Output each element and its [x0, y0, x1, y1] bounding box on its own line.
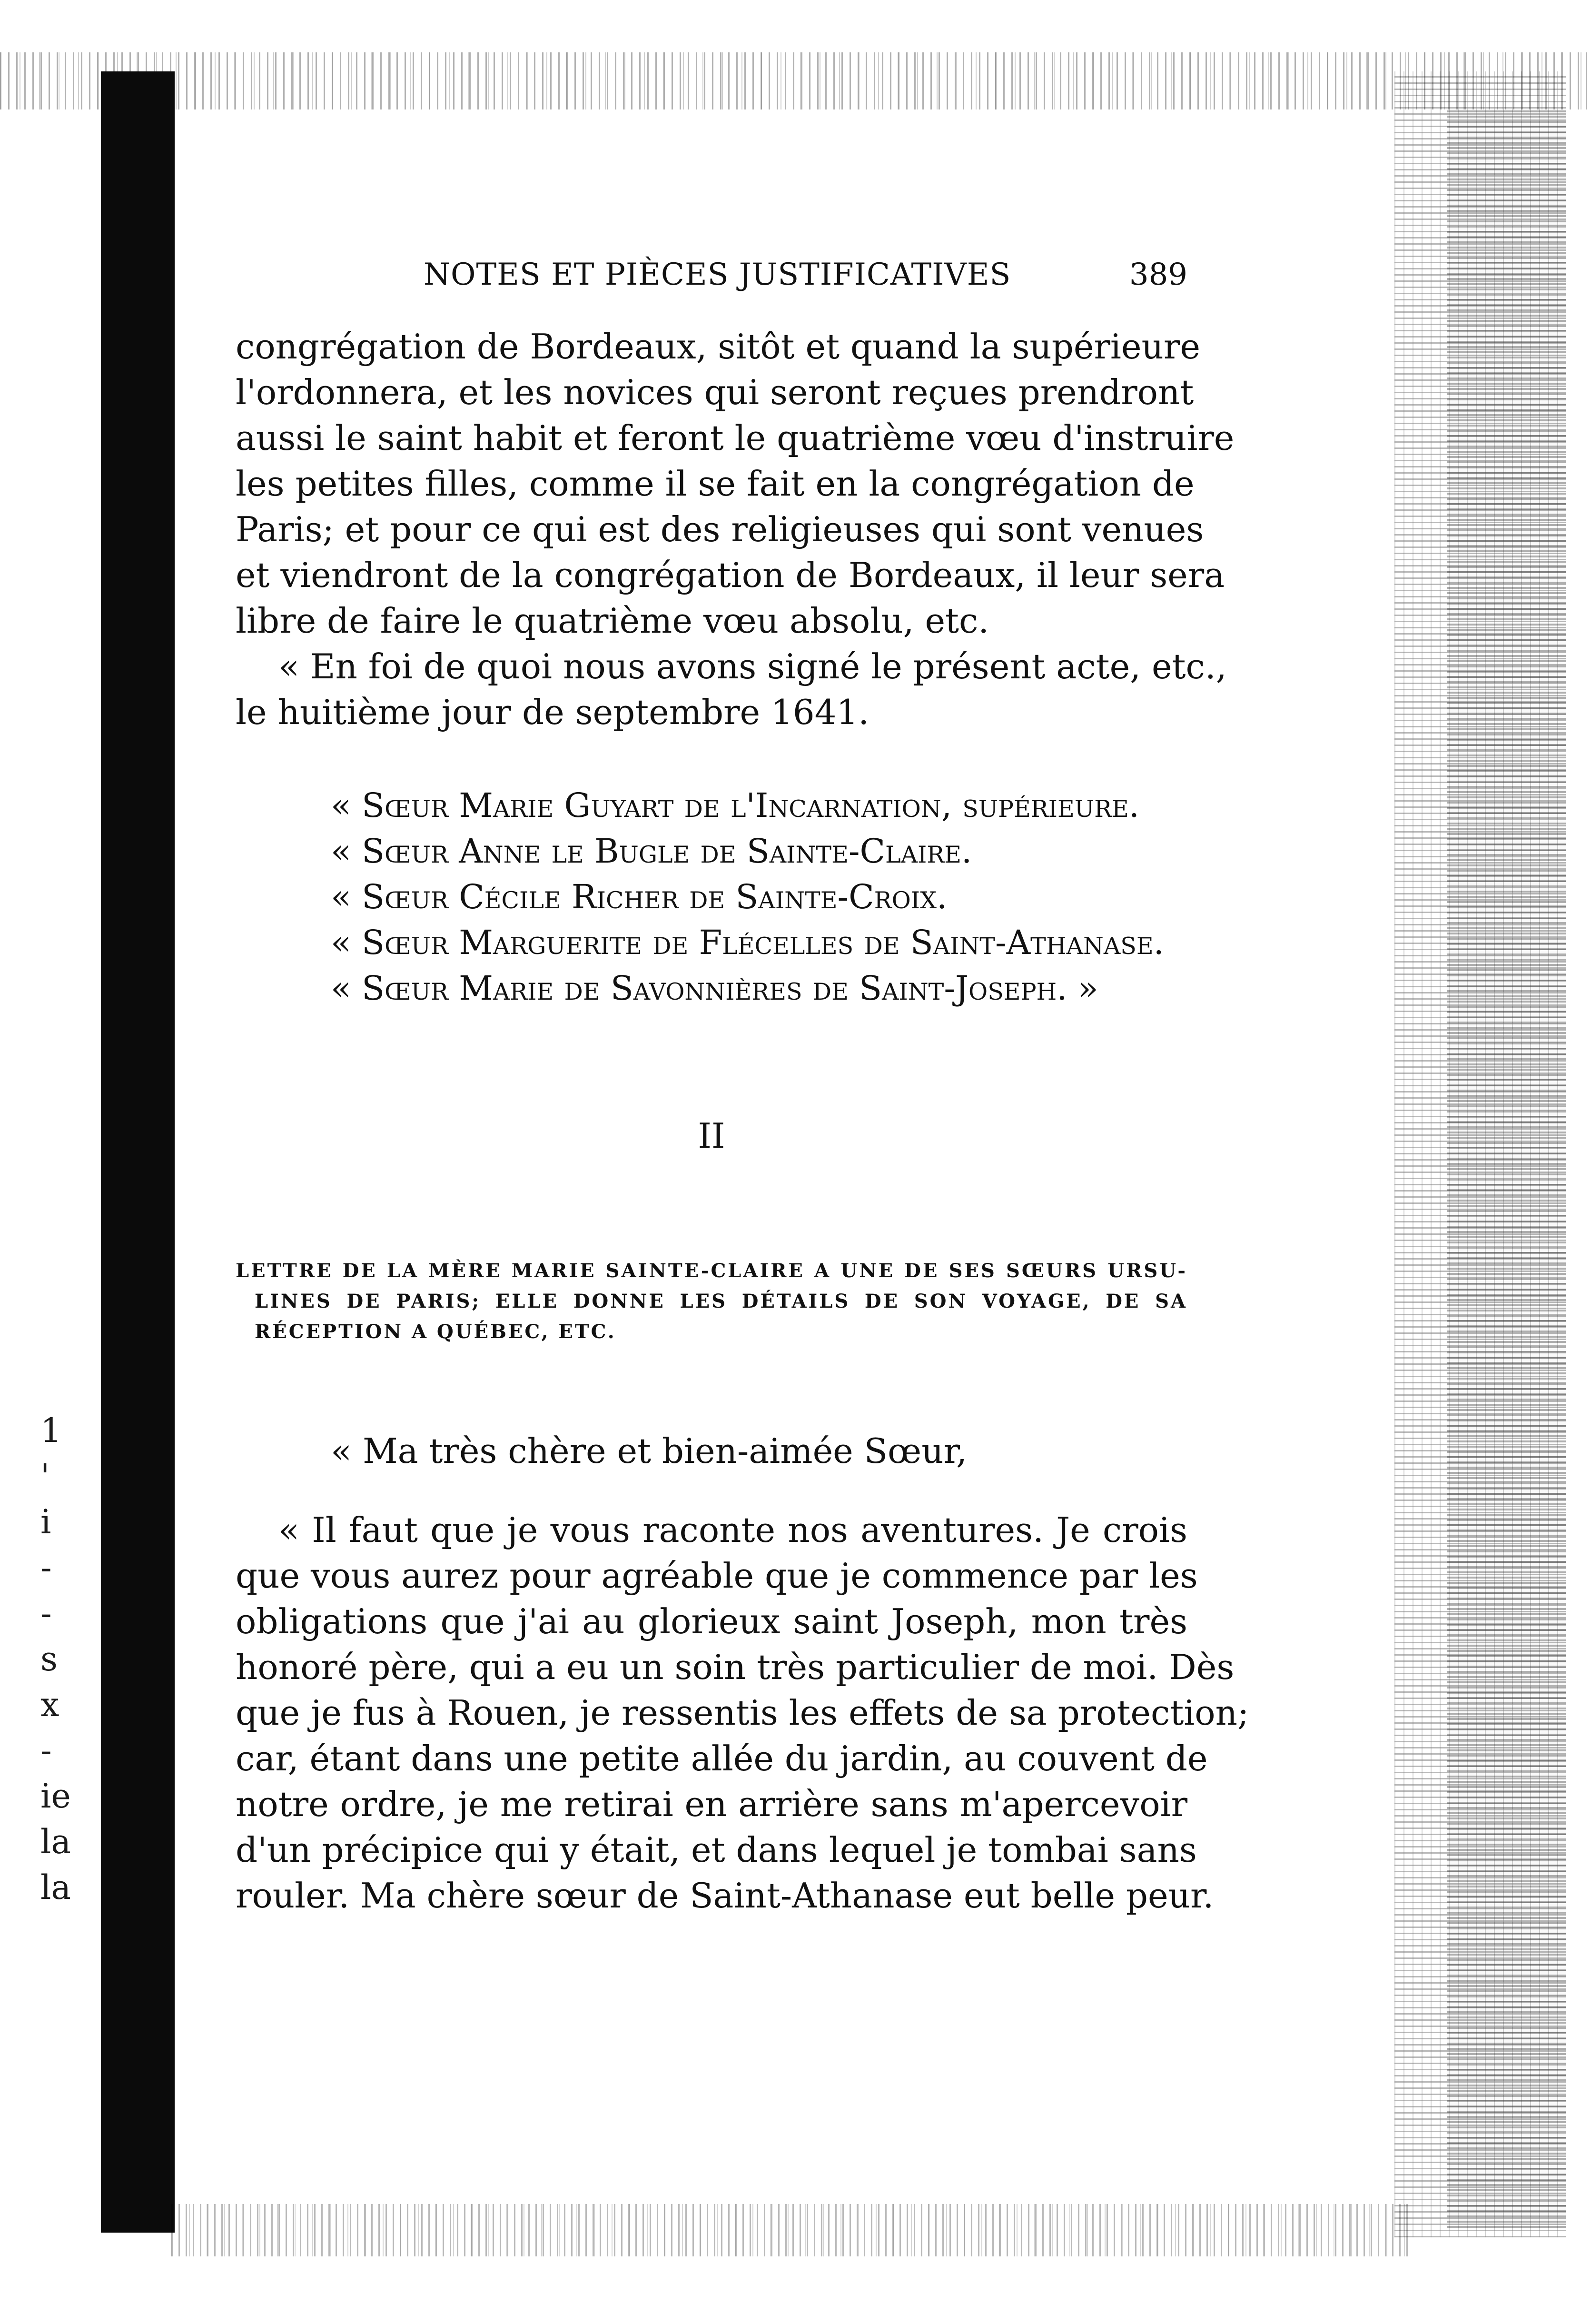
text-line: libre de faire le quatrième vœu absolu, etc. [236, 601, 989, 641]
text-line: les petites filles, comme il se fait en la congrégation de [236, 464, 1195, 504]
margin-fragment: - [40, 1548, 52, 1587]
margin-fragment: - [40, 1731, 52, 1770]
running-head-title: NOTES ET PIÈCES JUSTIFICATIVES [424, 257, 1011, 292]
closing-paragraph [236, 644, 1227, 735]
text-line: « En foi de quoi nous avons signé le présent acte, etc., [278, 646, 1227, 686]
scan-binding-shadow [101, 71, 175, 2233]
text-line: et viendront de la congrégation de Bordeaux, il leur sera [236, 555, 1225, 595]
section-heading [236, 1256, 1187, 1347]
margin-fragment: x [40, 1685, 59, 1724]
text-line: car, étant dans une petite allée du jardin, au couvent de [236, 1738, 1208, 1778]
running-head [236, 248, 1187, 295]
margin-fragment: i [40, 1502, 51, 1541]
text-line: rouler. Ma chère sœur de Saint-Athanase eut belle peur. [236, 1876, 1214, 1916]
scan-noise-bottom [171, 2204, 1409, 2256]
text-line: l'ordonnera, et les novices qui seront reçues prendront [236, 372, 1194, 412]
text-line: honoré père, qui a eu un soin très particulier de moi. Dès [236, 1647, 1235, 1687]
page-number: 389 [1129, 257, 1187, 292]
text-line: que je fus à Rouen, je ressentis les effets de sa protection; [236, 1693, 1249, 1733]
signature-line: « Sœur Cécile Richer de Sainte-Croix. [331, 877, 948, 916]
section-heading-line: LINES DE PARIS; ELLE DONNE LES DÉTAILS DE SON VOYAGE, DE SA [255, 1290, 1187, 1312]
signature-line: « Sœur Marie Guyart de l'Incarnation, supérieure. [331, 786, 1140, 825]
text-line: d'un précipice qui y était, et dans lequel je tombai sans [236, 1830, 1197, 1870]
signature-line: « Sœur Marguerite de Flécelles de Saint-Athanase. [331, 923, 1164, 962]
signature-line: « Sœur Anne le Bugle de Sainte-Claire. [331, 832, 972, 871]
margin-fragment: la [40, 1822, 71, 1861]
signature-list [331, 783, 1187, 1011]
text-line: notre ordre, je me retirai en arrière sans m'apercevoir [236, 1784, 1187, 1824]
text-line: aussi le saint habit et feront le quatrième vœu d'instruire [236, 418, 1235, 458]
margin-fragment: ' [40, 1457, 50, 1496]
signature-line: « Sœur Marie de Savonnières de Saint-Joseph. » [331, 969, 1098, 1008]
margin-fragment: la [40, 1868, 71, 1907]
section-numeral: II [698, 1116, 725, 1156]
text-line: « Il faut que je vous raconte nos aventures. Je crois [278, 1510, 1187, 1550]
page-text-block [236, 248, 1249, 1918]
letter-paragraph [236, 1507, 1249, 1918]
text-line: le huitième jour de septembre 1641. [236, 692, 870, 732]
margin-fragment: - [40, 1594, 52, 1633]
text-line: obligations que j'ai au glorieux saint Joseph, mon très [236, 1601, 1187, 1641]
continuation-paragraph [236, 324, 1235, 644]
text-line: Paris; et pour ce qui est des religieuses qui sont venues [236, 509, 1204, 549]
text-line: que vous aurez pour agréable que je commence par les [236, 1556, 1198, 1596]
margin-fragment: 1 [40, 1411, 62, 1450]
margin-fragment: ie [40, 1777, 71, 1816]
section-heading-line: RÉCEPTION A QUÉBEC, ETC. [255, 1321, 616, 1343]
margin-fragment: s [40, 1639, 58, 1678]
scan-noise-right-dark [1447, 109, 1566, 2228]
letter-salutation: « Ma très chère et bien-aimée Sœur, [331, 1431, 967, 1471]
section-heading-line: LETTRE DE LA MÈRE MARIE SAINTE-CLAIRE A UNE DE SES SŒURS URSU- [236, 1260, 1187, 1282]
scan-noise-top [0, 52, 1591, 109]
bleed-through-margin-fragments [40, 1409, 93, 1912]
text-line: congrégation de Bordeaux, sitôt et quand la supérieure [236, 327, 1200, 367]
